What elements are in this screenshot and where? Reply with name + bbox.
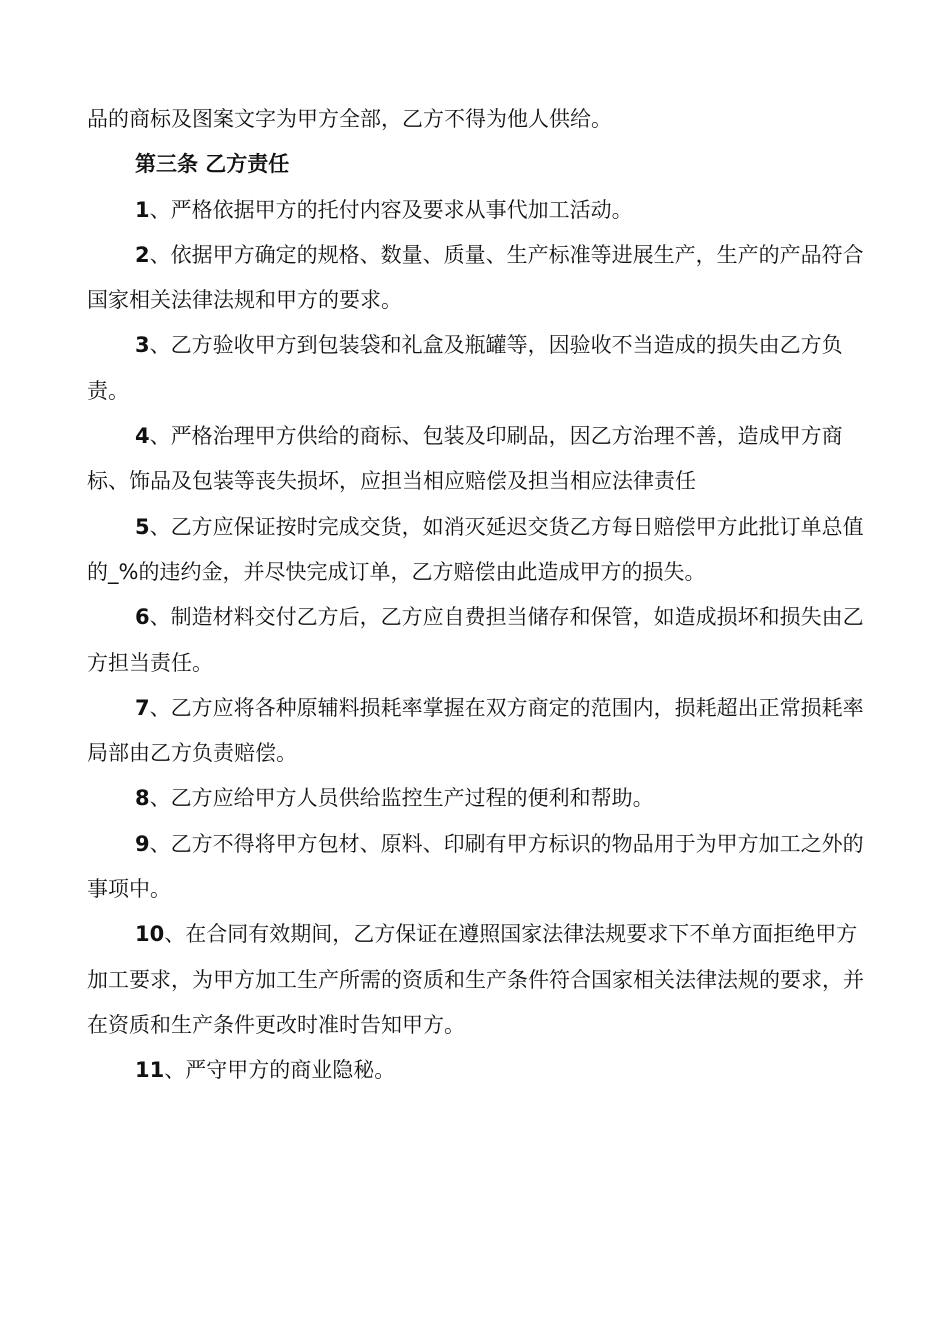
clause-separator: 、: [149, 333, 171, 358]
clause-number: 8: [135, 786, 150, 811]
clause-text: 制造材料交付乙方后，乙方应自费担当储存和保管，如造成损坏和损失由乙方担当责任。: [87, 605, 864, 675]
clause-8: [87, 776, 867, 821]
document-body: [87, 97, 867, 1094]
clause-separator: 、: [149, 605, 171, 630]
clause-separator: 、: [149, 514, 171, 539]
clause-separator: 、: [149, 242, 171, 267]
clause-text: 在合同有效期间，乙方保证在遵照国家法律法规要求下不单方面拒绝甲方加工要求，为甲方加工生产所需的资质和生产条件符合国家相关法律法规的要求，并在资质和生产条件更改时准时告知甲方。: [87, 922, 864, 1037]
clause-6: [87, 595, 867, 686]
clause-text: 严格治理甲方供给的商标、包装及印刷品，因乙方治理不善，造成甲方商标、饰品及包装等丧失损坏，应担当相应赔偿及担当相应法律责任: [87, 424, 843, 494]
clause-text: 严守甲方的商业隐秘。: [185, 1058, 396, 1083]
clause-11: [87, 1048, 867, 1093]
clause-4: [87, 414, 867, 505]
clause-text: 乙方应给甲方人员供给监控生产过程的便利和帮助。: [170, 786, 654, 811]
clause-text: 乙方验收甲方到包装袋和礼盒及瓶罐等，因验收不当造成的损失由乙方负责。: [87, 333, 843, 403]
clause-number: 10: [135, 922, 165, 947]
clause-number: 11: [135, 1058, 165, 1083]
clause-text: 乙方应将各种原辅料损耗率掌握在双方商定的范围内，损耗超出正常损耗率局部由乙方负责赔偿。: [87, 695, 864, 766]
clause-7: [87, 686, 867, 777]
clause-text: 乙方应保证按时完成交货，如消灭延迟交货乙方每日赔偿甲方此批订单总值的_%的违约金，并尽快完成订单，乙方赔偿由此造成甲方的损失。: [87, 514, 864, 584]
clause-separator: 、: [149, 424, 171, 449]
clause-5: [87, 505, 867, 596]
clause-number: 6: [135, 605, 150, 630]
clause-2: [87, 233, 867, 324]
clause-number: 2: [135, 242, 150, 267]
clause-text: 严格依据甲方的托付内容及要求从事代加工活动。: [170, 197, 633, 222]
clause-separator: 、: [149, 197, 171, 222]
clause-number: 3: [135, 333, 150, 358]
clause-text: 乙方不得将甲方包材、原料、印刷有甲方标识的物品用于为甲方加工之外的事项中。: [87, 831, 864, 902]
clause-10: [87, 912, 867, 1048]
clause-separator: 、: [149, 786, 171, 811]
intro-continuation: 品的商标及图案文字为甲方全部，乙方不得为他人供给。: [87, 107, 612, 131]
clause-text: 依据甲方确定的规格、数量、质量、生产标准等进展生产，生产的产品符合国家相关法律法规和甲方的要求。: [87, 242, 864, 313]
clause-number: 5: [135, 514, 150, 539]
clause-3: [87, 323, 867, 414]
clause-separator: 、: [149, 695, 171, 720]
clause-number: 7: [135, 695, 150, 720]
clause-separator: 、: [164, 1058, 186, 1083]
clause-number: 4: [135, 424, 150, 449]
clause-number: 9: [135, 831, 150, 856]
clause-separator: 、: [149, 831, 171, 856]
clause-number: 1: [135, 197, 150, 222]
clause-1: [87, 188, 867, 233]
clause-separator: 、: [164, 922, 186, 947]
section-heading: 第三条 乙方责任: [135, 152, 290, 177]
clause-9: [87, 822, 867, 913]
